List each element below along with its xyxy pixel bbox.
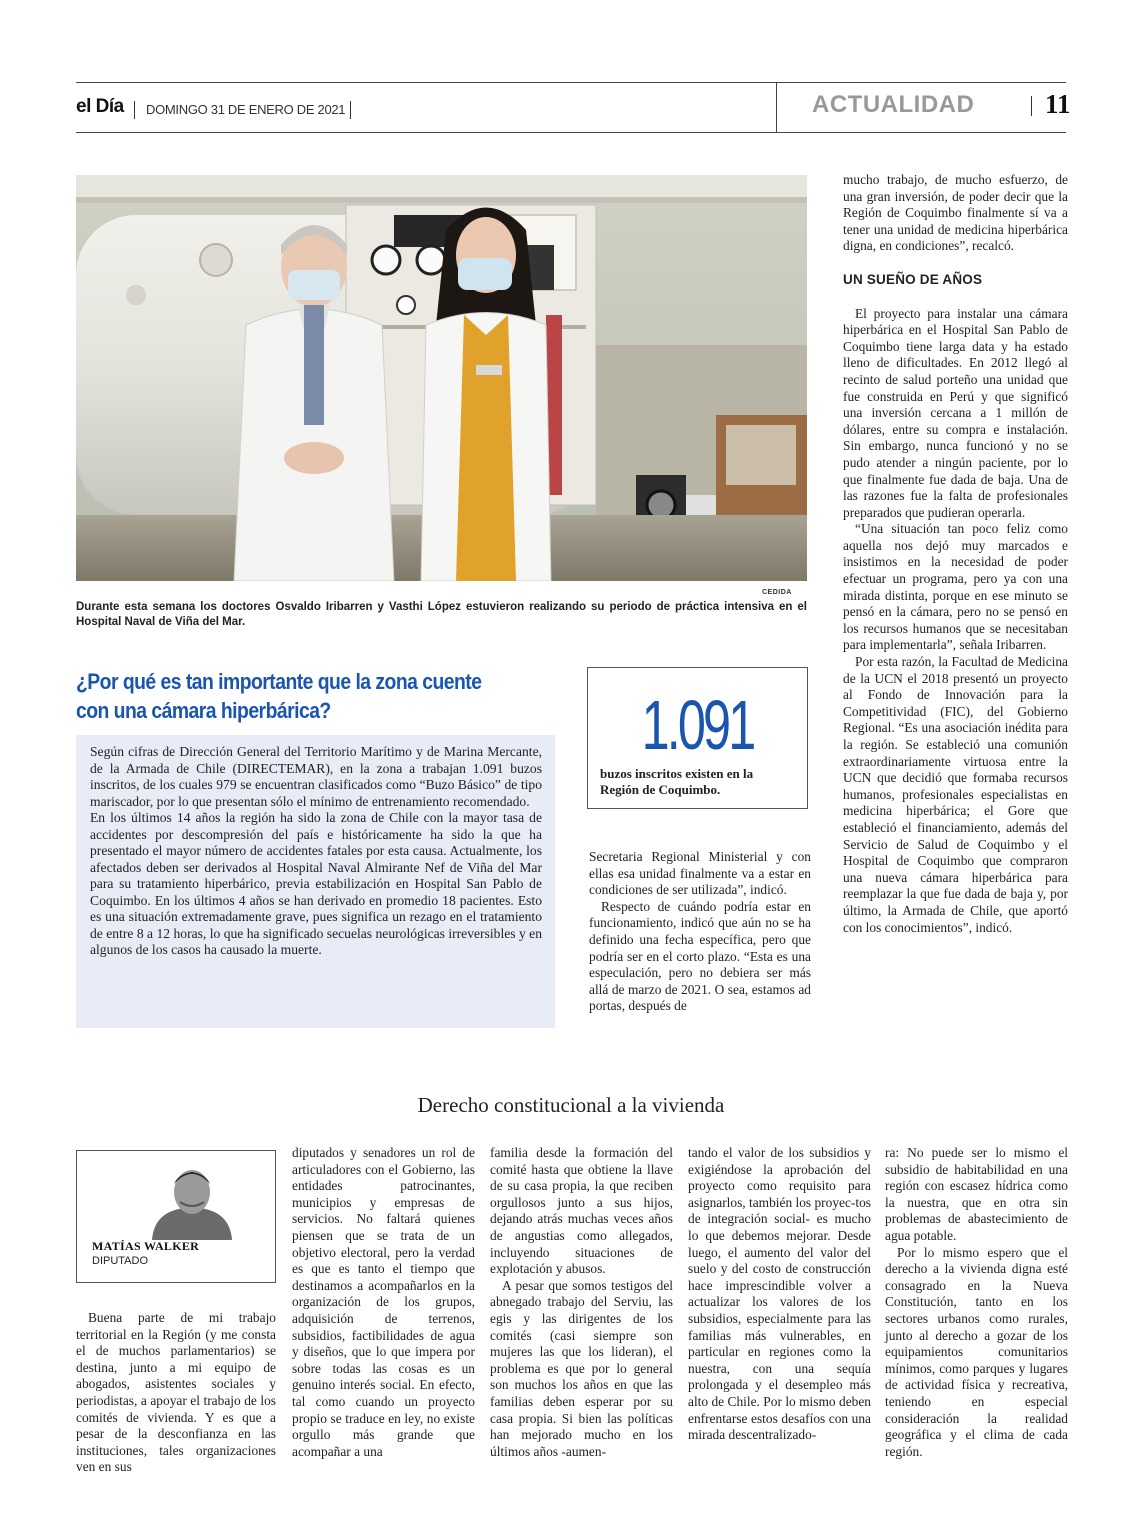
article-column-middle bbox=[589, 849, 811, 1015]
box-headline: ¿Por qué es tan importante que la zona cuente con una cámara hiperbárica? bbox=[76, 669, 482, 723]
photo-credit: CEDIDA bbox=[762, 589, 792, 596]
author-portrait bbox=[144, 1162, 240, 1240]
article-paragraph: El proyecto para instalar una cámara hiperbárica en el Hospital San Pablo de Coquimbo tiene larga data y ha estado lleno de dificultades. En 2012 llegó al recinto de salud porteño una unidad que fue construida en Perú y que significó una inversión cercana a 1 millón de dólares, entre su compra e instalación. Sin embargo, nunca funcionó y no se pudo atender a ningún paciente, por lo que finalmente fue dada de baja. Una de las razones fue la falta de profesionales preparados que pudieran operarla. bbox=[843, 305, 1068, 520]
opinion-column-1 bbox=[76, 1310, 276, 1476]
author-name: MATÍAS WALKER bbox=[92, 1239, 200, 1253]
opinion-column-2 bbox=[292, 1145, 475, 1460]
info-box-paragraph: En los últimos 14 años la región ha sido la zona de Chile con la mayor tasa de accidentes por descompresión del país e históricamente ha sido la que ha presentado el mayor número de accidentes fatales por esta causa. Actualmente, los afectados deben ser derivados al Hospital Naval Almirante Nef de Viña del Mar para su tratamiento hiperbárico, previa estabilización en Hospital San Pablo de Coquimbo. En los últimos 4 años se han derivado en promedio 18 pacientes. Esto es una situación extremadamente grave, pues significa un rezago en el tratamiento de entre 8 a 12 horas, lo que ha significado secuelas neurológicas irreversibles y en algunos de los casos ha causado la muerte. bbox=[90, 810, 542, 957]
opinion-paragraph: A pesar que somos testigos del abnegado trabajo del Serviu, las egis y las dirigentes de los comités (casi siempre son mujeres las que los lideran), el problema es que por lo general son muchos los años en que las familias deben esperar por su casa propia. Si bien las políticas han mejorado mucho en los últimos años -aumen- bbox=[490, 1277, 673, 1459]
article-paragraph: mucho trabajo, de mucho esfuerzo, de una gran inversión, de poder decir que la Región de Coquimbo finalmente sí va a tener una unidad de medicina hiperbárica digna, en condiciones”, recalcó. bbox=[843, 172, 1068, 254]
article-column-right bbox=[843, 172, 1068, 936]
article-paragraph: Respecto de cuándo podría estar en funcionamiento, indicó que aún no se ha definido una fecha específica, pero que podría ser en el corto plazo. “Esta es una especulación, pero no debiera ser más allá de marzo de 2021. O sea, estamos ad portas, después de bbox=[589, 898, 811, 1014]
author-role: DIPUTADO bbox=[92, 1255, 149, 1267]
photo-caption: Durante esta semana los doctores Osvaldo Iribarren y Vasthi López estuvieron realizando su periodo de práctica intensiva en el Hospital Naval de Viña del Mar. bbox=[76, 601, 807, 628]
info-box-paragraph: Según cifras de Dirección General del Territorio Marítimo y de Marina Mercante, de la Armada de Chile (DIRECTEMAR), en la zona a trabajan 1.091 buzos inscritos, de los cuales 979 se encuentran clasificados como “Buzo Básico” de tipo mariscador, por lo que presentan sólo el mínimo de entrenamiento recomendado. bbox=[90, 744, 542, 809]
opinion-paragraph: tando el valor de los subsidios y exigiéndose la aprobación del proyecto como requisito para asignarlos, también los proyec-tos de integración social- es mucho lo que debemos mejorar. Desde luego, el aumento del valor del suelo y del costo de construcción hace imprescindible volver a actualizar los valores de los subsidios, especialmente para las familias más vulnerables, en particular en regiones como la nuestra, con una sequía prolongada y el desempleo más alto de Chile. Por lo mismo deben enfrentarse estos desafíos con una mirada descentralizado- bbox=[688, 1145, 871, 1443]
stat-value: 1.091 bbox=[641, 686, 754, 764]
section-name: ACTUALIDAD bbox=[812, 91, 975, 118]
opinion-paragraph: familia desde la formación del comité hasta que obtiene la llave de su casa propia, la que reciben orgullosos junto a sus hijos, dejando atrás muchas veces años de angustias como allegados, incluyendo situaciones de explotación y abusos. bbox=[490, 1145, 673, 1277]
article-paragraph: “Una situación tan poco feliz como aquella nos dejó muy marcados e insistimos en la necesidad de poder efectuar un programa, pero ya con una mirada distinta, porque en ese minuto se pensó en la cámara, pero no se pensó en los recursos humanos que se necesitaban para implementarla”, señala Iribarren. bbox=[843, 521, 1068, 653]
author-portrait-illustration bbox=[144, 1162, 240, 1240]
article-subheading: UN SUEÑO DE AÑOS bbox=[843, 271, 983, 287]
page-number: 11 bbox=[1045, 89, 1071, 119]
hyperbaric-chamber-photo-illustration bbox=[76, 175, 807, 581]
header-divider bbox=[1031, 96, 1032, 116]
header-rule-top bbox=[76, 82, 1066, 83]
opinion-column-5 bbox=[885, 1145, 1068, 1460]
opinion-column-3 bbox=[490, 1145, 673, 1460]
issue-date: DOMINGO 31 DE ENERO DE 2021 bbox=[146, 102, 346, 117]
opinion-paragraph: Por lo mismo espero que el derecho a la vivienda digna esté consagrado en la Nueva Constitución, tanto en los sectores urbanos como rurales, junto al derecho a gozar de los equipamientos comunitarios mínimos, como parques y lugares de actividad física y recreativa, teniendo en especial consideración la realidad geográfica y el clima de cada región. bbox=[885, 1244, 1068, 1459]
opinion-column-4 bbox=[688, 1145, 871, 1444]
header-section-divider bbox=[776, 82, 777, 132]
opinion-paragraph: ra: No puede ser lo mismo el subsidio de habitabilidad en una región con escasez hídrica como la nuestra, que en otra sin problemas de abastecimiento de agua potable. bbox=[885, 1145, 1068, 1243]
opinion-paragraph: diputados y senadores un rol de articuladores con el Gobierno, las entidades patrocinantes, municipios y empresas de servicios. No faltará quienes piensen que se trata de un objetivo electoral, pero la verdad es que es tanto el tiempo que destinamos a acompañarlos en la organización de los grupos, adquisición de terrenos, subsidios, factibilidades de agua y diseños, que lo que impera por sobre todas las cosas es un genuino interés social. En efecto, tal como cuando un proyecto propio se traduce en ley, no existe orgullo más grande que acompañar a una bbox=[292, 1145, 475, 1459]
opinion-paragraph: Buena parte de mi trabajo territorial en la Región (y me consta el de muchos parlamentarios) se destina, junto a mi equipo de abogados, asistentes sociales y periodistas, a apoyar el trabajo de los comités de vivienda. Y es que a pesar de la desconfianza en las instituciones, tales organizaciones ven en sus bbox=[76, 1310, 276, 1475]
article-paragraph: Secretaria Regional Ministerial y con ellas esa unidad finalmente va a estar en condiciones de ser utilizada”, indicó. bbox=[589, 849, 811, 898]
header-divider bbox=[350, 101, 351, 119]
info-box-text bbox=[90, 744, 542, 959]
newspaper-logo: el Día bbox=[76, 96, 124, 117]
article-paragraph: Por esta razón, la Facultad de Medicina de la UCN el 2018 presentó un proyecto al Fondo de Innovación para la Competitividad (FIC), del Gobierno Regional. “Es una asociación inédita para la región. Se estableció una comunión extraordinariamente virtuosa entre la UCN que decidió que formaba recursos humanos, profesionales especialistas en medicina hiperbárica; el Gore que estableció el financiamiento, además del Servicio de Salud de Coquimbo y el Hospital de Coquimbo que compraron una nueva cámara hiperbárica para reemplazar la que fue dada de baja y, por último, la Armada de Chile, que aportó con los conocimientos”, indicó. bbox=[843, 654, 1068, 935]
stat-label: buzos inscritos existen en la Región de Coquimbo. bbox=[600, 766, 754, 797]
header-rule-bottom bbox=[76, 132, 1066, 133]
article-photo bbox=[76, 175, 807, 581]
opinion-title: Derecho constitucional a la vivienda bbox=[417, 1093, 725, 1117]
header-divider bbox=[134, 101, 135, 119]
